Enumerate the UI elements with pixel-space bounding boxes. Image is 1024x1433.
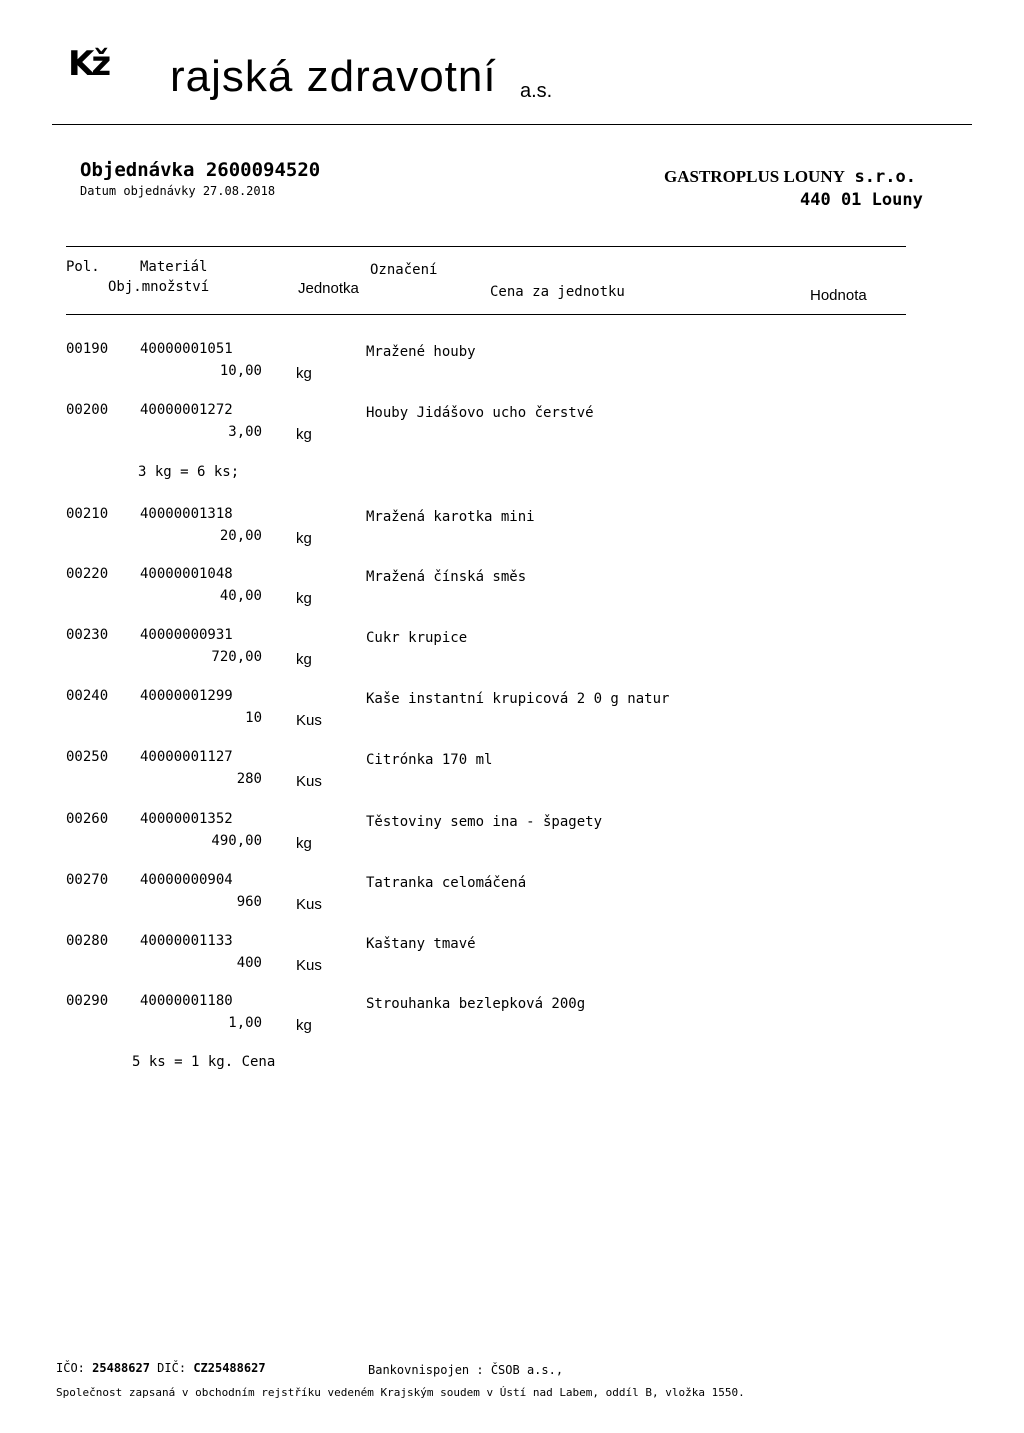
dic-value: CZ25488627 <box>193 1361 266 1375</box>
item-unit: kg <box>296 651 312 668</box>
item-material: 40000001133 <box>140 933 233 949</box>
item-material: 40000001180 <box>140 993 233 1009</box>
item-quantity: 10 <box>245 710 262 726</box>
col-hodnota: Hodnota <box>810 287 867 304</box>
item-pol: 00280 <box>66 933 109 949</box>
item-pol: 00210 <box>66 506 109 522</box>
company-suffix: a.s. <box>520 80 553 102</box>
order-title: Objednávka 2600094520 <box>80 159 321 181</box>
item-quantity: 1,00 <box>228 1015 262 1031</box>
item-unit: Kus <box>296 773 322 790</box>
item-pol: 00220 <box>66 566 109 582</box>
item-pol: 00250 <box>66 749 109 765</box>
item-unit: kg <box>296 590 312 607</box>
item-material: 40000001272 <box>140 402 233 418</box>
footer-bank: Bankovnispojen : ČSOB a.s., <box>368 1363 564 1377</box>
item-name: Strouhanka bezlepková 200g <box>366 996 586 1012</box>
item-pol: 00260 <box>66 811 109 827</box>
item-quantity: 490,00 <box>211 833 262 849</box>
item-name: Cukr krupice <box>366 630 468 646</box>
item-pol: 00290 <box>66 993 109 1009</box>
col-oznaceni: Označení <box>370 262 438 278</box>
item-quantity: 720,00 <box>211 649 262 665</box>
item-pol: 00200 <box>66 402 109 418</box>
item-name: Kaštany tmavé <box>366 936 476 952</box>
item-unit: Kus <box>296 896 322 913</box>
supplier-address: 440 01 Louny <box>800 190 923 210</box>
supplier-name <box>664 167 916 187</box>
item-material: 40000001352 <box>140 811 233 827</box>
item-pol: 00190 <box>66 341 109 357</box>
col-material: Materiál <box>140 259 208 275</box>
col-cena: Cena za jednotku <box>490 284 625 300</box>
note-00200: 3 kg = 6 ks; <box>138 464 240 480</box>
order-date-value: 27.08.2018 <box>202 184 276 198</box>
item-quantity: 3,00 <box>228 424 262 440</box>
item-unit: kg <box>296 1017 312 1034</box>
note-00290: 5 ks = 1 kg. Cena <box>132 1054 276 1070</box>
ico-label: IČO: <box>56 1361 85 1375</box>
item-pol: 00240 <box>66 688 109 704</box>
item-material: 40000001318 <box>140 506 233 522</box>
item-material: 40000001127 <box>140 749 233 765</box>
item-name: Citrónka 170 ml <box>366 752 493 768</box>
order-date-label: Datum objednávky <box>80 184 196 198</box>
item-name: Tatranka celomáčená <box>366 875 527 891</box>
order-date <box>80 184 275 198</box>
item-name: Mražené houby <box>366 344 476 360</box>
item-name: Mražená karotka mini <box>366 509 535 525</box>
item-quantity: 10,00 <box>219 363 262 379</box>
footer-ids <box>56 1361 266 1375</box>
col-mnozstvi: Obj.množství <box>108 279 210 295</box>
item-unit: kg <box>296 365 312 382</box>
item-name: Houby Jidášovo ucho čerstvé <box>366 405 594 421</box>
footer-registry: Společnost zapsaná v obchodním rejstříku vedeném Krajským soudem v Ústí nad Labem, oddíl B, vložka 1550. <box>56 1386 745 1399</box>
header-rule <box>52 124 972 125</box>
table-top-rule <box>66 246 906 247</box>
item-material: 40000001051 <box>140 341 233 357</box>
company-name: rajská zdravotní <box>170 52 497 101</box>
item-quantity: 40,00 <box>219 588 262 604</box>
item-quantity: 400 <box>236 955 262 971</box>
dic-label: DIČ: <box>157 1361 187 1375</box>
item-quantity: 20,00 <box>219 528 262 544</box>
item-unit: kg <box>296 835 312 852</box>
item-unit: kg <box>296 426 312 443</box>
supplier-name-main: GASTROPLUS LOUNY <box>664 167 845 186</box>
supplier-name-form: s.r.o. <box>854 167 916 187</box>
item-quantity: 960 <box>236 894 262 910</box>
item-pol: 00230 <box>66 627 109 643</box>
item-pol: 00270 <box>66 872 109 888</box>
col-pol: Pol. <box>66 259 100 275</box>
item-material: 40000001048 <box>140 566 233 582</box>
item-unit: Kus <box>296 712 322 729</box>
table-header-rule <box>66 314 906 315</box>
company-logo: Kž <box>68 44 109 84</box>
ico-value: 25488627 <box>92 1361 150 1375</box>
item-quantity: 280 <box>236 771 262 787</box>
item-material: 40000001299 <box>140 688 233 704</box>
item-name: Těstoviny semo ina - špagety <box>366 814 603 830</box>
item-unit: kg <box>296 530 312 547</box>
item-material: 40000000931 <box>140 627 233 643</box>
item-name: Mražená čínská směs <box>366 569 527 585</box>
col-jednotka: Jednotka <box>298 280 359 297</box>
item-material: 40000000904 <box>140 872 233 888</box>
item-name: Kaše instantní krupicová 2 0 g natur <box>366 691 670 707</box>
item-unit: Kus <box>296 957 322 974</box>
